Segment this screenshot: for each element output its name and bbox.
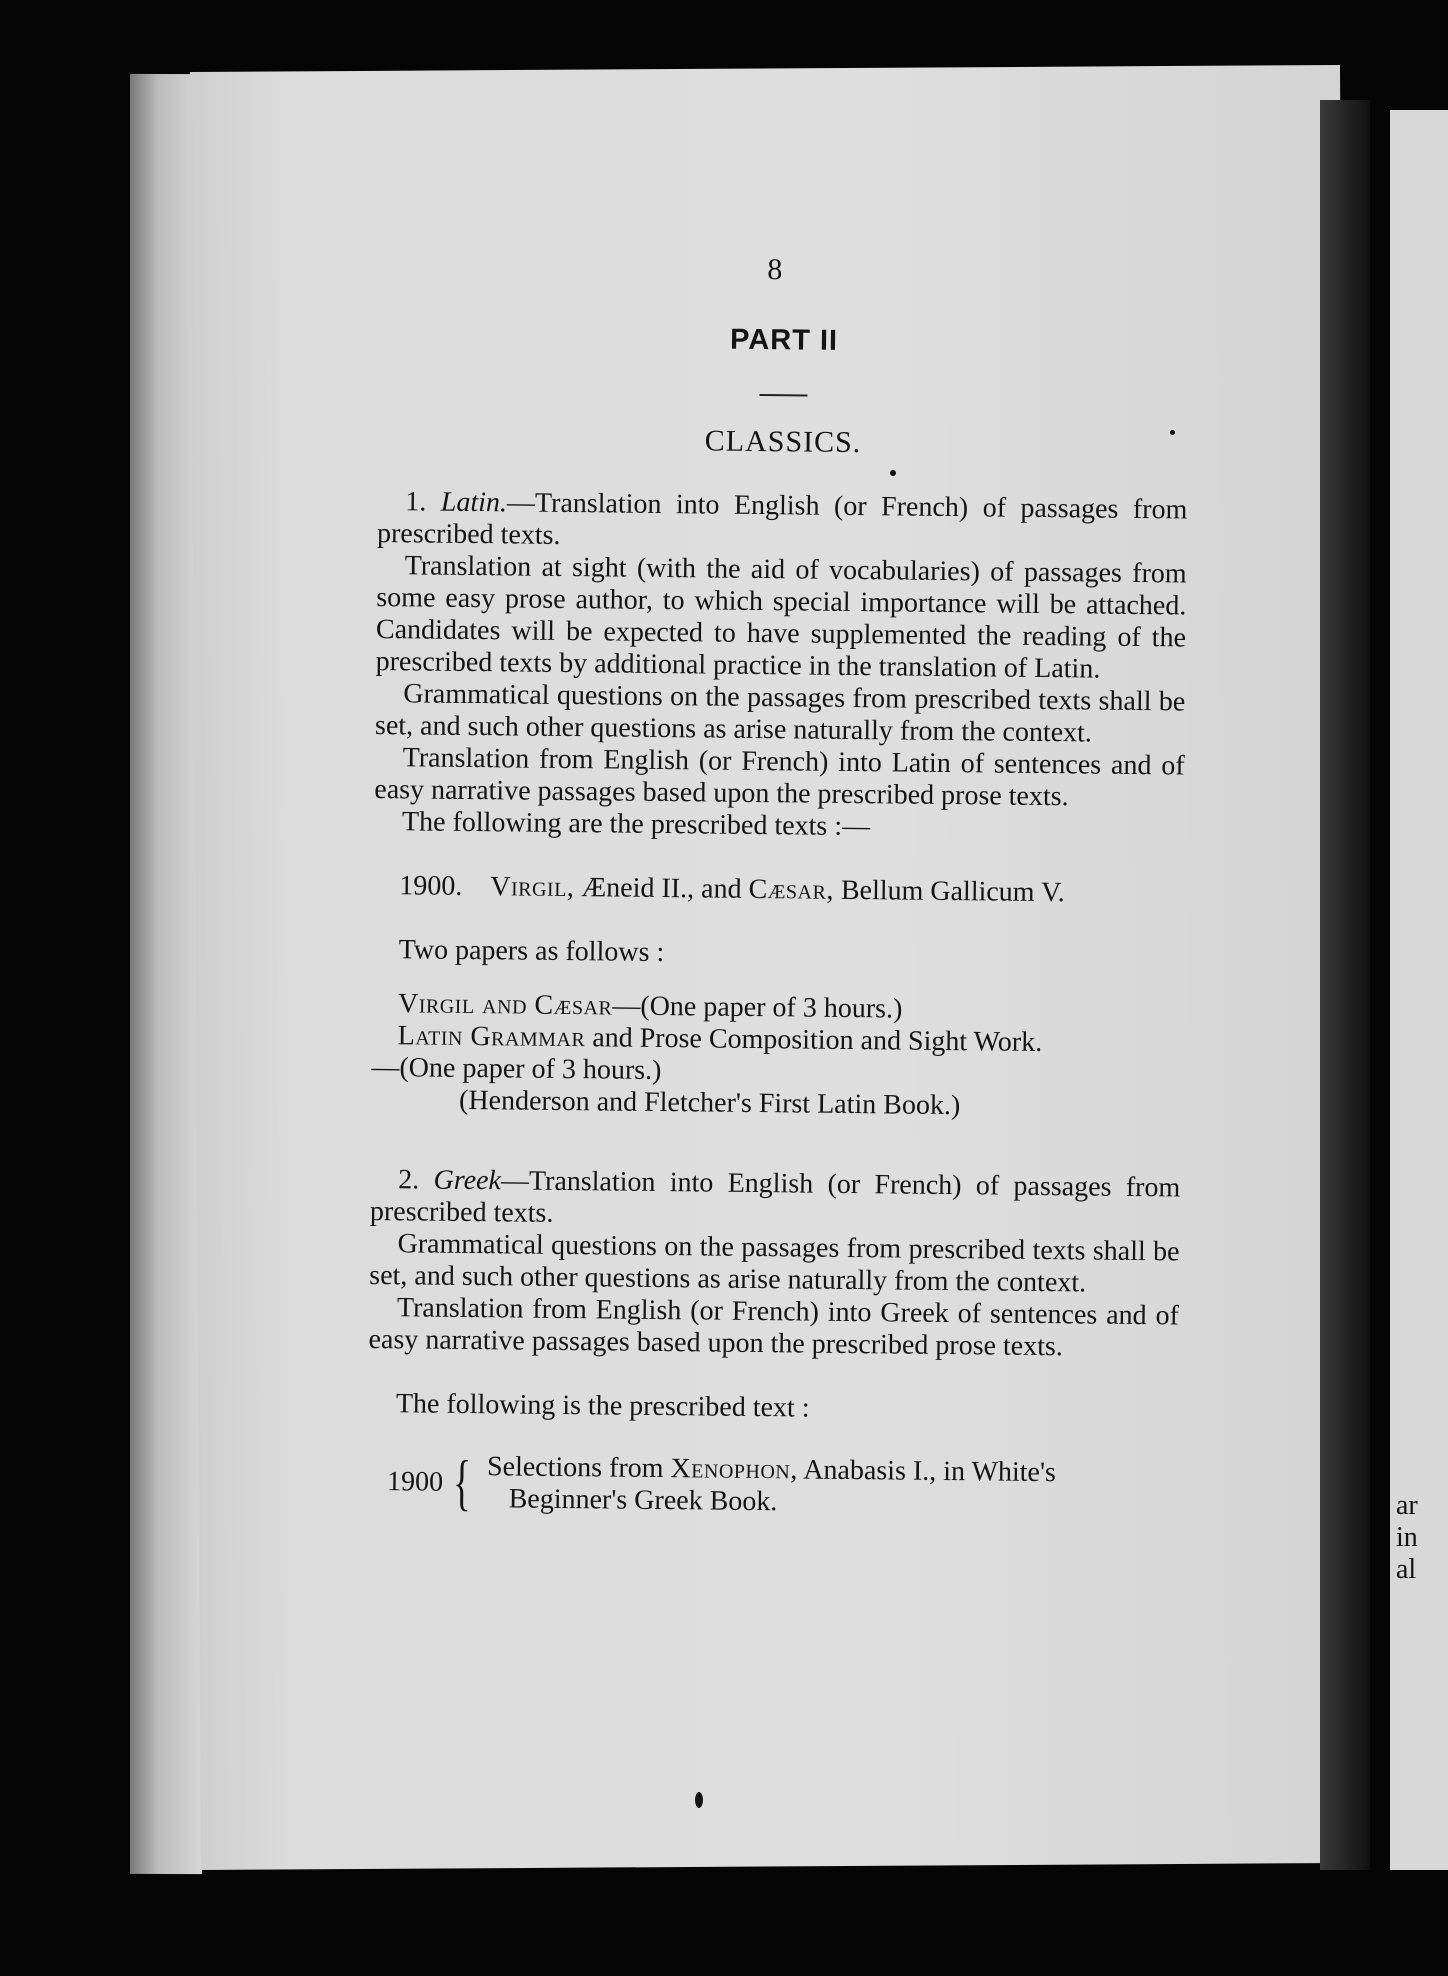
greek-number: 2. — [398, 1164, 420, 1196]
section-heading: CLASSICS. — [704, 424, 862, 460]
latin-work-aeneid: Æneid II., and — [581, 872, 742, 905]
page-binding-edge — [1320, 100, 1370, 1870]
latin-number: 1. — [405, 486, 427, 518]
greek-year: 1900 — [386, 1466, 444, 1498]
latin-following-line: The following are the prescribed texts :— — [401, 806, 871, 843]
latin-year: 1900. — [399, 870, 463, 902]
page-content — [367, 250, 1190, 1522]
greek-text-line-2: Beginner's Greek Book. — [508, 1483, 778, 1518]
latin-intro-text: —Translation into English (or French) of passages from prescribed texts. — [376, 487, 1188, 551]
latin-author-caesar: Cæsar, — [748, 873, 835, 906]
heading-rule — [759, 394, 807, 397]
paper2-subject: Latin Grammar — [397, 1020, 586, 1054]
paper1-duration: —(One paper of 3 hours.) — [612, 990, 903, 1025]
greek-text-lines — [487, 1451, 1057, 1521]
adjacent-fragment: in — [1396, 1522, 1418, 1553]
latin-grammar-paragraph: Grammatical questions on the passages from prescribed texts shall be set, and such other questions as arise naturally from the context. — [374, 678, 1186, 749]
greek-translation-paragraph: Translation from English (or French) into Greek of sentences and of easy narrative passages based upon the prescribed prose texts. — [368, 1292, 1180, 1363]
adjacent-page-strip — [1390, 110, 1448, 1870]
anabasis-label: Anabasis I., in White's — [803, 1454, 1057, 1489]
ink-speck — [890, 470, 896, 476]
greek-grammar-paragraph: Grammatical questions on the passages from prescribed texts shall be set, and such other questions as arise naturally from the context. — [369, 1228, 1180, 1299]
greek-author-xenophon: Xenophon, — [670, 1453, 798, 1486]
part-heading: PART II — [729, 323, 839, 357]
latin-sight-paragraph: Translation at sight (with the aid of vocabularies) of passages from some easy prose author, to which special importance will be attached. Candidates will be expected to have supplemented the reading of the prescribed texts by additional practice in the translation of Latin. — [375, 550, 1187, 685]
latin-paper-2-duration: —(One paper of 3 hours.) — [371, 1051, 662, 1086]
latin-prescribed-texts — [373, 870, 1183, 910]
greek-intro-text: —Translation into English (or French) of passages from prescribed texts. — [369, 1165, 1181, 1229]
paper2-rest: and Prose Composition and Sight Work. — [592, 1022, 1043, 1058]
greek-following-line: The following is the prescribed text : — [395, 1388, 810, 1424]
greek-label: Greek — [433, 1164, 502, 1197]
brace-icon: { — [452, 1448, 472, 1518]
latin-work-bellum: Bellum Gallicum V. — [840, 874, 1065, 909]
latin-intro — [377, 486, 1188, 558]
greek-intro — [370, 1164, 1181, 1236]
latin-translation-paragraph: Translation from English (or French) into Latin of sentences and of easy narrative passages based upon the prescribed prose texts. — [374, 742, 1185, 813]
greek-prescribed-text — [367, 1450, 1178, 1522]
ink-speck — [695, 1792, 703, 1808]
paper1-authors: Virgil and Cæsar — [397, 988, 613, 1022]
latin-paper-2-book: (Henderson and Fletcher's First Latin Book.) — [458, 1084, 961, 1122]
latin-papers-intro: Two papers as follows : — [398, 934, 665, 969]
page-number: 8 — [767, 253, 783, 287]
selections-label: Selections from — [486, 1451, 664, 1485]
adjacent-fragment: ar — [1396, 1490, 1418, 1521]
ink-speck — [1170, 430, 1175, 435]
latin-label: Latin. — [440, 486, 508, 519]
adjacent-fragment: al — [1396, 1554, 1417, 1585]
latin-author-virgil: Virgil, — [490, 871, 575, 904]
